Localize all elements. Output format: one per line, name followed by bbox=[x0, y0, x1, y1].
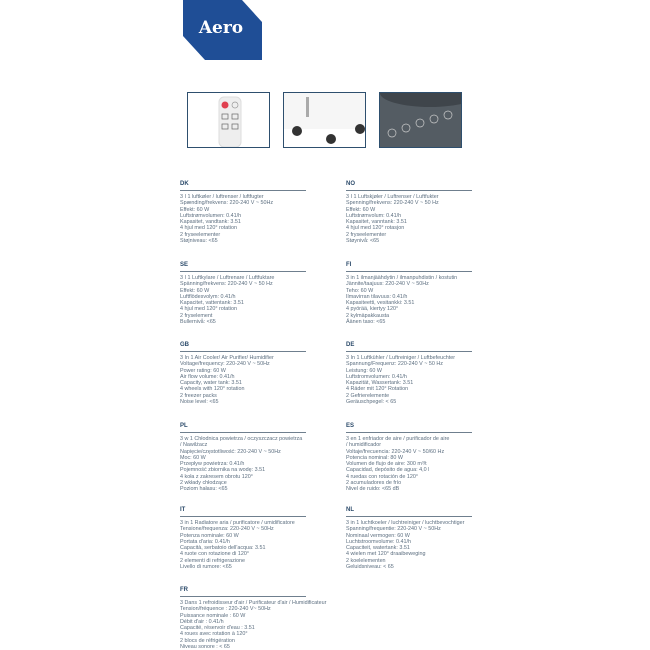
spec-section-no bbox=[346, 181, 474, 244]
spec-section-fi bbox=[346, 262, 474, 325]
spec-line: 4 hjul med 120° rotation bbox=[180, 225, 237, 232]
spec-line: 3 I 1 Luftkylare / Luftrenare / Luftfuktare bbox=[180, 275, 275, 281]
spec-line: 2 wkłady chłodzące bbox=[180, 480, 227, 487]
spec-line: Poziom hałasu: <65 bbox=[180, 486, 228, 493]
spec-line: 3 I 1 luftkøler / luftrenser / luftfugter bbox=[180, 194, 264, 200]
spec-line: Effekt: 60 W bbox=[180, 287, 210, 294]
spec-line: Kapasitet, vanntank: 3.51 bbox=[346, 219, 407, 226]
aero-logo bbox=[180, 0, 262, 62]
spec-line: 2 kylmäpakkausta bbox=[346, 312, 390, 319]
spec-line: Spannung/Frequenz: 220-240 V ~ 50 Hz bbox=[346, 361, 443, 368]
section-divider bbox=[180, 351, 306, 352]
spec-line: 4 hjul med 120° rotasjon bbox=[346, 225, 405, 232]
spec-line: Capacità, serbatoio dell'acqua: 3.51 bbox=[180, 545, 266, 552]
spec-line: Potenza nominale: 60 W bbox=[180, 532, 239, 539]
section-heading: SE bbox=[180, 262, 189, 268]
spec-section-nl bbox=[346, 507, 474, 570]
section-divider bbox=[346, 516, 472, 517]
section-heading: FR bbox=[180, 587, 188, 593]
spec-section-dk bbox=[180, 181, 308, 244]
spec-line: Leistung: 60 W bbox=[346, 367, 382, 374]
section-heading: PL bbox=[180, 423, 188, 429]
spec-line: 4 koła z zakresem obrotu 120° bbox=[180, 473, 253, 480]
spec-section-pl bbox=[180, 423, 308, 493]
spec-line: Luftstrømvolum: 0.41/h bbox=[346, 212, 402, 219]
spec-line: Noise level: <65 bbox=[180, 399, 219, 406]
spec-line: Geluidsniveau: < 65 bbox=[346, 564, 394, 571]
spec-line: 4 ruedas con rotación de 120° bbox=[346, 473, 418, 480]
section-divider bbox=[180, 190, 306, 191]
section-divider bbox=[346, 351, 472, 352]
section-heading: ES bbox=[346, 423, 355, 429]
spec-line: Niveau sonore : < 65 bbox=[180, 644, 230, 650]
spec-line: Capacidad, depósito de agua: 4,0 l bbox=[346, 467, 430, 474]
spec-line: Débit d'air : 0.41/h bbox=[180, 618, 224, 625]
spec-line: 2 blocs de réfrigération bbox=[180, 637, 235, 644]
spec-line: Moc: 60 W bbox=[180, 454, 206, 461]
spec-line: Spenning/frekvens: 220-240 V ~ 50 Hz bbox=[346, 200, 439, 207]
spec-line: Spanning/frequentie: 220-240 V ~ 50Hz bbox=[346, 526, 441, 533]
svg-text:Aero: Aero bbox=[198, 18, 244, 38]
spec-line: Capacity, water tank: 3.51 bbox=[180, 380, 242, 387]
spec-line: Napięcie/częstotliwość: 220-240 V ~ 50Hz bbox=[180, 448, 281, 455]
spec-line: Jännite/taajuus: 220-240 V ~ 50Hz bbox=[346, 281, 429, 288]
spec-line: Portata d'aria: 0.41/h bbox=[180, 538, 230, 545]
spec-line: 3 in 1 ilmanjäähdytin / ilmanpuhdistin / kostutin bbox=[346, 275, 458, 281]
spec-line: 4 hjul med 120° rotation bbox=[180, 306, 237, 313]
spec-line: Støynivå: <65 bbox=[346, 238, 380, 245]
spec-line: 2 fryselement bbox=[180, 312, 213, 319]
spec-line: 3 in 1 Radiatore aria / purificatore / umidificatore bbox=[180, 520, 295, 526]
spec-section-es bbox=[346, 423, 474, 493]
spec-line: 4 Räder mit 120° Rotation bbox=[346, 386, 409, 393]
spec-line: Tensione/frequenza: 220-240 V ~ 50Hz bbox=[180, 526, 274, 533]
spec-line: Kapasiteetti, vesitankki: 3.51 bbox=[346, 300, 415, 307]
spec-line: 2 freezer packs bbox=[180, 392, 217, 399]
spec-line: Puissance nominale : 60 W bbox=[180, 612, 246, 619]
spec-line: Przepływ powietrza: 0.41/h bbox=[180, 461, 245, 468]
section-heading: NO bbox=[346, 181, 355, 187]
spec-line: 3 In 1 Air Cooler/ Air Purifier/ Humidifier bbox=[180, 355, 274, 361]
spec-line: Kapazität, Wassertank: 3.51 bbox=[346, 380, 414, 387]
spec-line: 3 in 1 luchtkoeler / luchtreiniger / luchtbevochtiger bbox=[346, 520, 465, 526]
spec-line: 3 I 1 Luftskjøler / Luftrenser / Luftfukter bbox=[346, 194, 439, 200]
spec-line: Teho: 60 W bbox=[346, 287, 374, 294]
spec-section-gb bbox=[180, 342, 308, 405]
spec-line: 3 Dans 1 refroidisseur d'air / Purificateur d'air / Humidificateur bbox=[180, 600, 327, 606]
spec-line: Nominaal vermogen: 60 W bbox=[346, 532, 410, 539]
section-divider bbox=[180, 271, 306, 272]
section-divider bbox=[180, 516, 306, 517]
section-divider bbox=[346, 190, 472, 191]
spec-section-fr bbox=[180, 587, 350, 650]
spec-line: Pojemność zbiornika na wodę: 3.51 bbox=[180, 467, 266, 474]
section-heading: DE bbox=[346, 342, 355, 348]
spec-line: / humidificador bbox=[346, 442, 382, 449]
spec-line: Potencia nominal: 80 W bbox=[346, 454, 403, 461]
spec-line: Luchtstroomvolume: 0.41/h bbox=[346, 538, 412, 545]
spec-line: Spænding/frekvens: 220-240 V ~ 50Hz bbox=[180, 200, 274, 207]
section-heading: FI bbox=[346, 262, 352, 268]
control-panel-image bbox=[379, 92, 462, 148]
section-divider bbox=[180, 596, 306, 597]
spec-section-it bbox=[180, 507, 308, 570]
spec-line: Effekt: 60 W bbox=[346, 206, 376, 213]
spec-line: Kapasitet, vandtank: 3.51 bbox=[180, 219, 241, 226]
spec-line: / Nawilżacz bbox=[180, 442, 208, 449]
spec-line: Äänen taso: <65 bbox=[346, 319, 386, 326]
spec-line: Volumen de flujo de aire: 300 m³/t bbox=[346, 461, 427, 468]
spec-line: 3 w 1 Chłodnica powietrza / oczyszczacz powietrza bbox=[180, 436, 303, 442]
spec-line: Geräuschpegel: < 65 bbox=[346, 399, 397, 406]
spec-line: Livello di rumore: <65 bbox=[180, 564, 232, 571]
spec-line: 4 pyörää, kiertyy 120° bbox=[346, 306, 399, 313]
spec-line: Bullernivå: <65 bbox=[180, 319, 216, 326]
spec-line: 4 wielen met 120° draaibeweging bbox=[346, 551, 426, 558]
section-heading: IT bbox=[180, 507, 186, 513]
remote-control-image bbox=[187, 92, 270, 148]
spec-line: Støjniveau: <65 bbox=[180, 238, 218, 245]
spec-line: Tension/fréquence : 220-240 V~ 50Hz bbox=[180, 606, 271, 613]
spec-line: Kapacitet, vattentank: 3.51 bbox=[180, 300, 244, 307]
spec-line: Effekt: 60 W bbox=[180, 206, 210, 213]
spec-line: Capaciteit, watertank: 3.51 bbox=[346, 545, 410, 552]
spec-line: Voltaje/frecuencia: 220-240 V ~ 50/60 Hz bbox=[346, 448, 445, 455]
section-heading: DK bbox=[180, 181, 189, 187]
spec-line: Spänning/frekvens: 220-240 V ~ 50 Hz bbox=[180, 281, 273, 288]
spec-line: Capacité, réservoir d'eau : 3.51 bbox=[180, 625, 255, 632]
spec-line: 4 wheels with 120° rotation bbox=[180, 386, 245, 393]
spec-line: Nivel de ruido: <65 dB bbox=[346, 486, 400, 493]
section-divider bbox=[346, 271, 472, 272]
section-divider bbox=[346, 432, 472, 433]
spec-line: 2 fryseelementer bbox=[346, 231, 387, 238]
spec-line: Ilmavirran tilavuus: 0.41/h bbox=[346, 293, 408, 300]
spec-line: 2 elementi di refrigerazione bbox=[180, 557, 246, 564]
spec-line: 4 roues avec rotation à 120° bbox=[180, 631, 248, 638]
spec-line: 2 Gefrierelemente bbox=[346, 392, 390, 399]
section-divider bbox=[180, 432, 306, 433]
spec-line: 2 fryseelementer bbox=[180, 231, 221, 238]
spec-line: Luftstromvolumen: 0.41/h bbox=[346, 373, 407, 380]
spec-line: 3 en 1 enfriador de aire / purificador de aire bbox=[346, 436, 450, 442]
spec-line: Luftstrømvolumen: 0.41/h bbox=[180, 212, 242, 219]
section-heading: NL bbox=[346, 507, 354, 513]
spec-line: 3 In 1 Luftkühler / Luftreiniger / Luftbefeuchter bbox=[346, 355, 456, 361]
spec-line: Power rating: 60 W bbox=[180, 367, 226, 374]
spec-section-se bbox=[180, 262, 308, 325]
spec-line: 2 acumuladores de frío bbox=[346, 480, 402, 487]
wheels-image bbox=[283, 92, 366, 148]
section-heading: GB bbox=[180, 342, 189, 348]
spec-line: Air flow volume: 0.41/h bbox=[180, 373, 235, 380]
spec-line: 2 koelelementen bbox=[346, 557, 386, 564]
spec-line: 4 ruote con rotazione di 120° bbox=[180, 551, 249, 558]
spec-line: Voltage/frequency: 220-240 V ~ 50Hz bbox=[180, 361, 270, 368]
spec-line: Luftflödesvolym: 0.41/h bbox=[180, 293, 236, 300]
spec-section-de bbox=[346, 342, 474, 405]
